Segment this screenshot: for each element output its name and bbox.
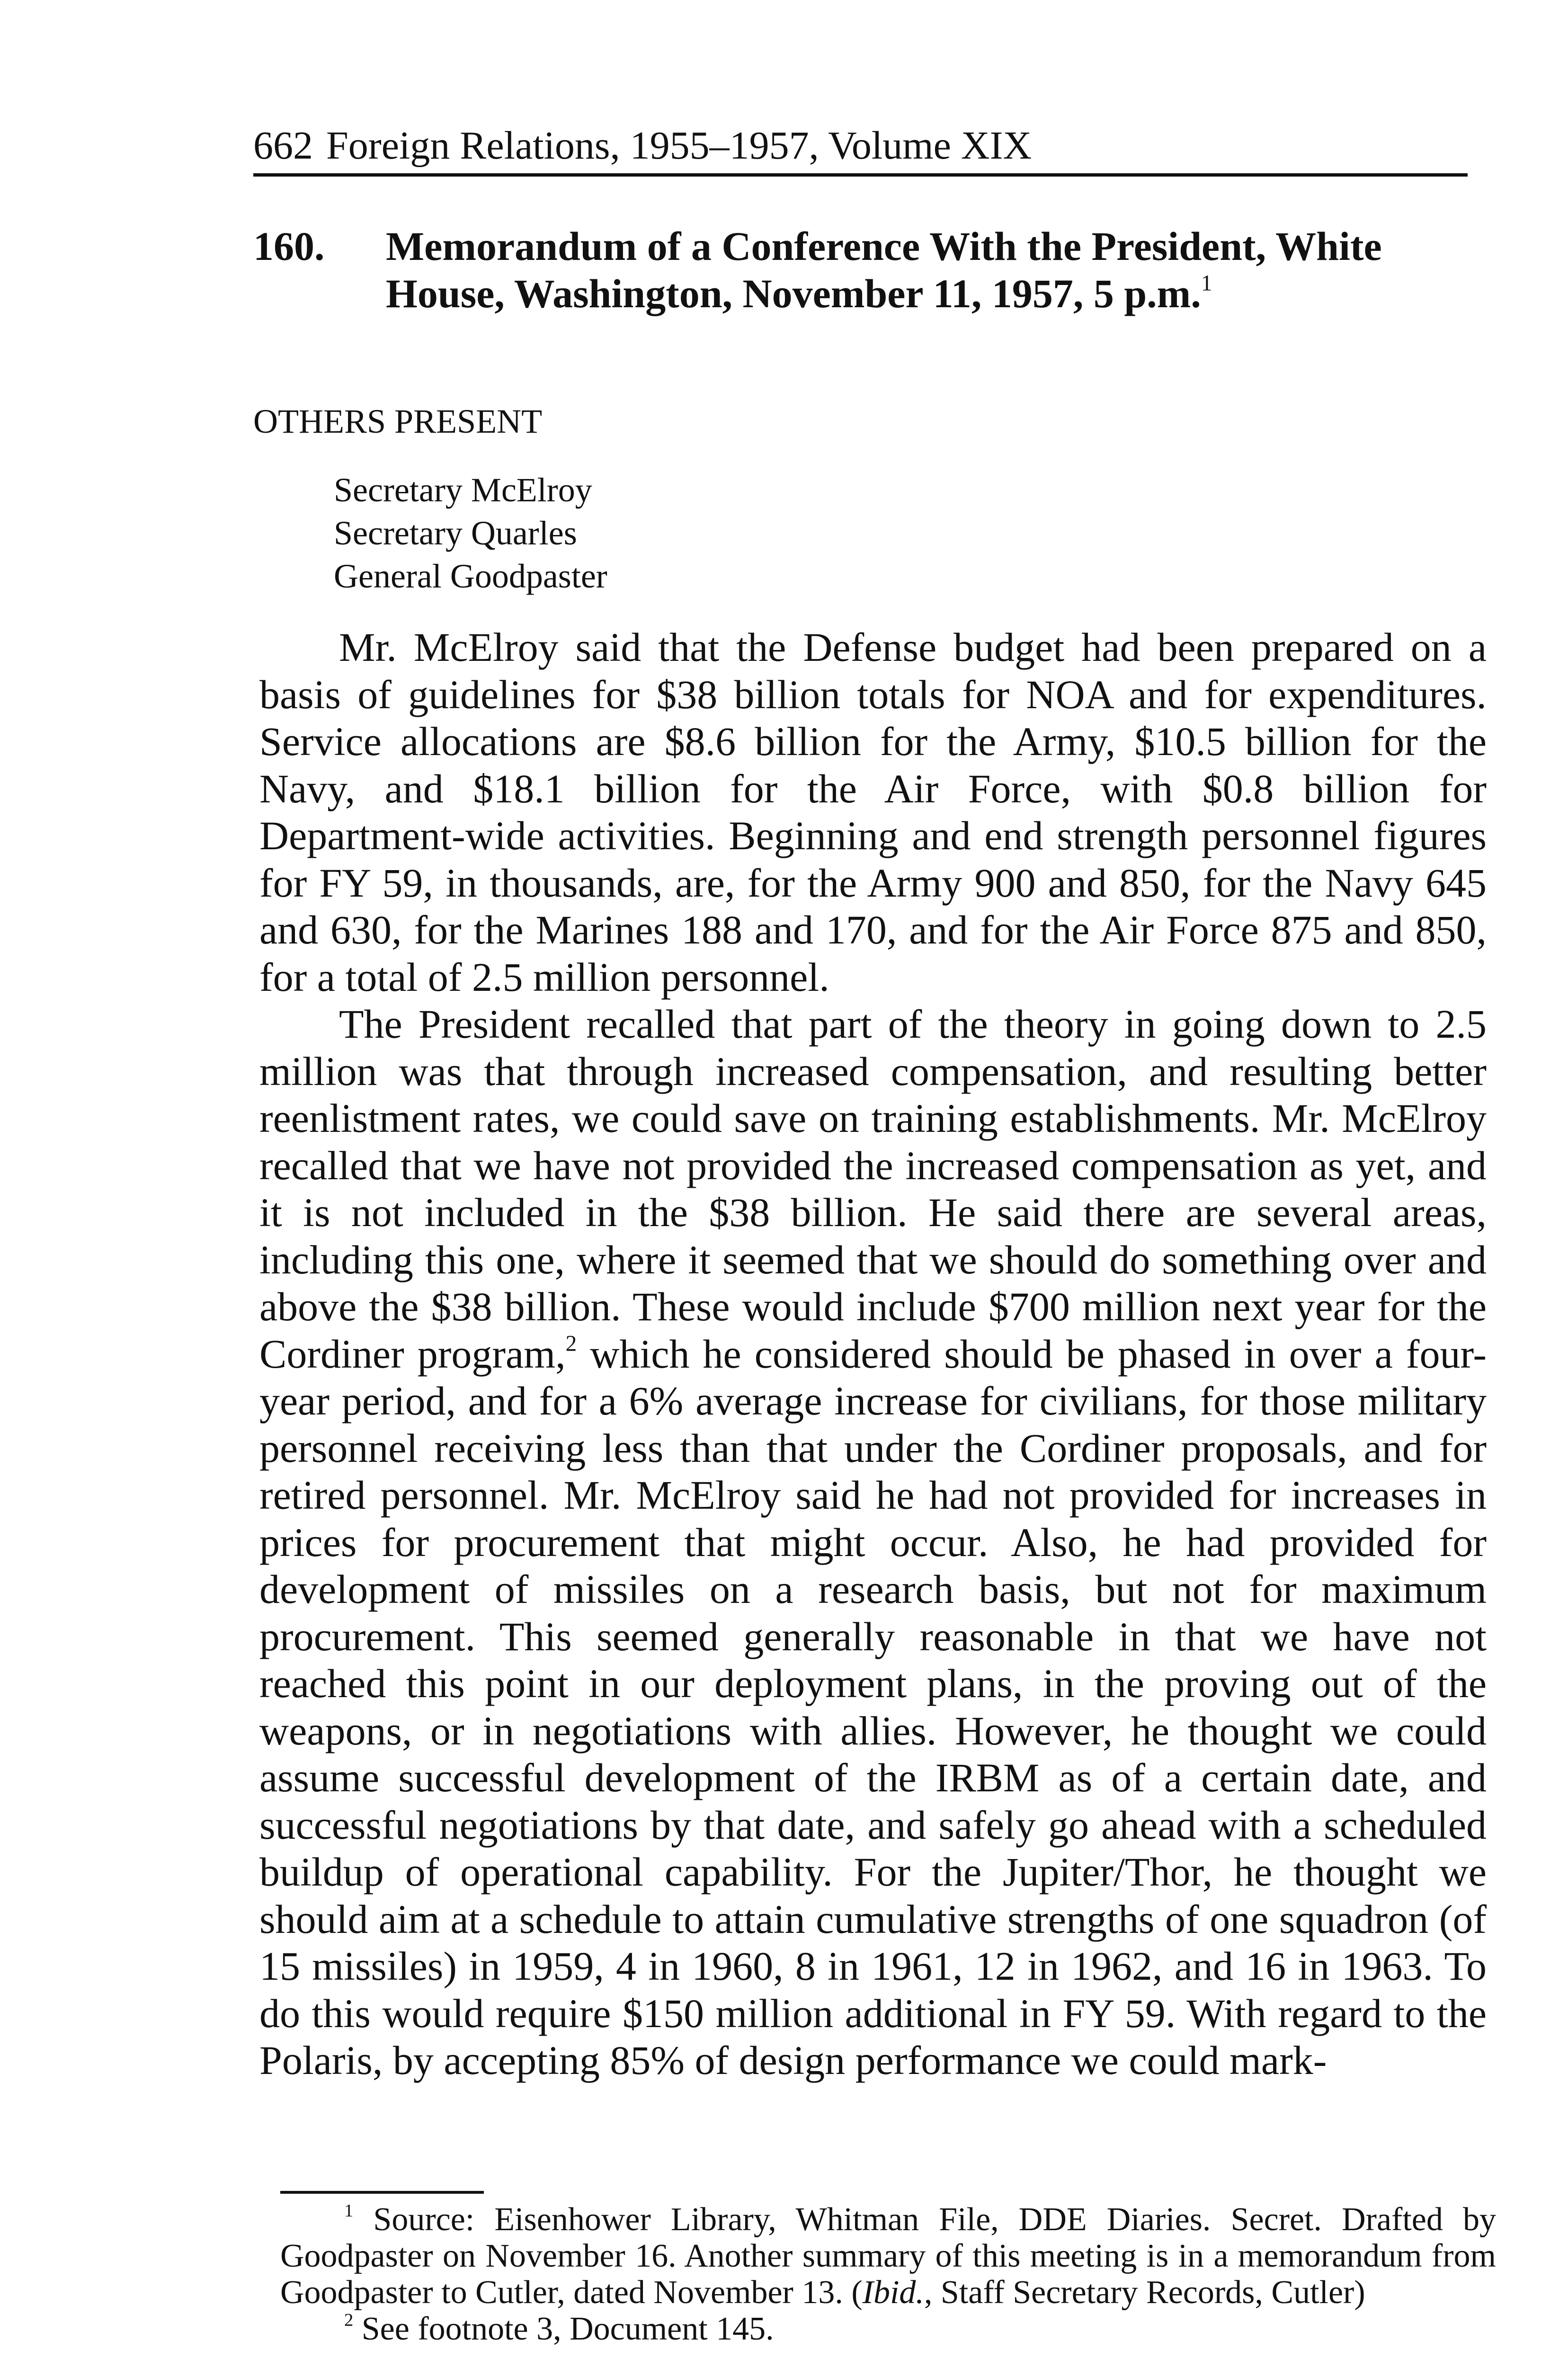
attendee-name: General Goodpaster	[334, 557, 607, 595]
footnote-text: See footnote 3, Document 145.	[353, 2311, 774, 2347]
body-paragraph-text: which he considered should be phased in over a four-year period, and for a 6% average increase for civilians, for those military personnel receiving less than that under the Cordiner proposals, and for retired personnel. Mr. McElroy said he had not provided for increases in prices for procurement that might occur. Also, he had provided for development of missiles on a research basis, but not for maximum procurement. This seemed generally reasonable in that we have not reached this point in our deployment plans, in the proving out of the weapons, or in negotiations with allies. However, he thought we could assume successful development of the IRBM as of a certain date, and successful negotiations by that date, and safely go ahead with a scheduled buildup of operational capability. For the Jupiter/Thor, he thought we should aim at a schedule to attain cumulative strengths of one squadron (of 15 missiles) in 1959, 4 in 1960, 8 in 1961, 12 in 1962, and 16 in 1963. To do this would require $150 million additional in FY 59. With regard to the Polaris, by accepting 85% of design performance we could mark-	[259, 1331, 1487, 2083]
footnote-text: Source: Eisenhower Library, Whitman File, DDE Diaries. Secret. Drafted by Goodpaster on November 16. Another summary of this meeting is in a memorandum from Goodpaster to Cutler, dated November 13. (	[280, 2201, 1496, 2311]
attendee-name: Secretary McElroy	[334, 471, 592, 509]
running-title: Foreign Relations, 1955–1957, Volume XIX	[326, 124, 1032, 168]
others-present-list	[334, 469, 607, 598]
document-title	[386, 222, 1475, 317]
footnote-number: 2	[344, 2310, 354, 2331]
footnote-number: 1	[344, 2201, 354, 2221]
others-present-heading: OTHERS PRESENT	[253, 402, 543, 440]
footnote-2	[280, 2311, 1496, 2347]
title-footnote-ref[interactable]: 1	[1201, 271, 1212, 296]
footnote-text: , Staff Secretary Records, Cutler)	[924, 2274, 1365, 2311]
memorandum-body	[259, 624, 1487, 2084]
footnote-divider	[280, 2191, 484, 2194]
body-paragraph-text: The President recalled that part of the theory in going down to 2.5 million was that through increased compensation, and resulting better reenlistment rates, we could save on training establishments. Mr. McElroy recalled that we have not provided the increased compensation as yet, and it is not included in the $38 billion. He said there are several areas, including this one, where it seemed that we should do something over and above the $38 billion. These would include $700 million next year for the Cordiner program,	[259, 1001, 1487, 1377]
attendee-name: Secretary Quarles	[334, 514, 577, 552]
body-paragraph	[259, 1001, 1487, 2084]
document-title-text: Memorandum of a Conference With the President, White House, Washington, November 11, 1957, 5 p.m.	[386, 223, 1382, 316]
page-number: 662	[253, 124, 313, 168]
body-footnote-ref[interactable]: 2	[565, 1331, 577, 1356]
footnote-ibid: Ibid.	[862, 2274, 924, 2311]
footnote-1	[280, 2201, 1496, 2311]
footnotes	[280, 2201, 1496, 2347]
body-paragraph: Mr. McElroy said that the Defense budget had been prepared on a basis of guidelines for $38 billion totals for NOA and for expenditures. Service allocations are $8.6 billion for the Army, $10.5 billion for the Navy, and $18.1 billion for the Air Force, with $0.8 billion for Department-wide activities. Beginning and end strength personnel figures for FY 59, in thousands, are, for the Army 900 and 850, for the Navy 645 and 630, for the Marines 188 and 170, and for the Air Force 875 and 850, for a total of 2.5 million personnel.	[259, 624, 1487, 1000]
running-header	[253, 122, 1468, 177]
document-number: 160.	[253, 223, 325, 269]
